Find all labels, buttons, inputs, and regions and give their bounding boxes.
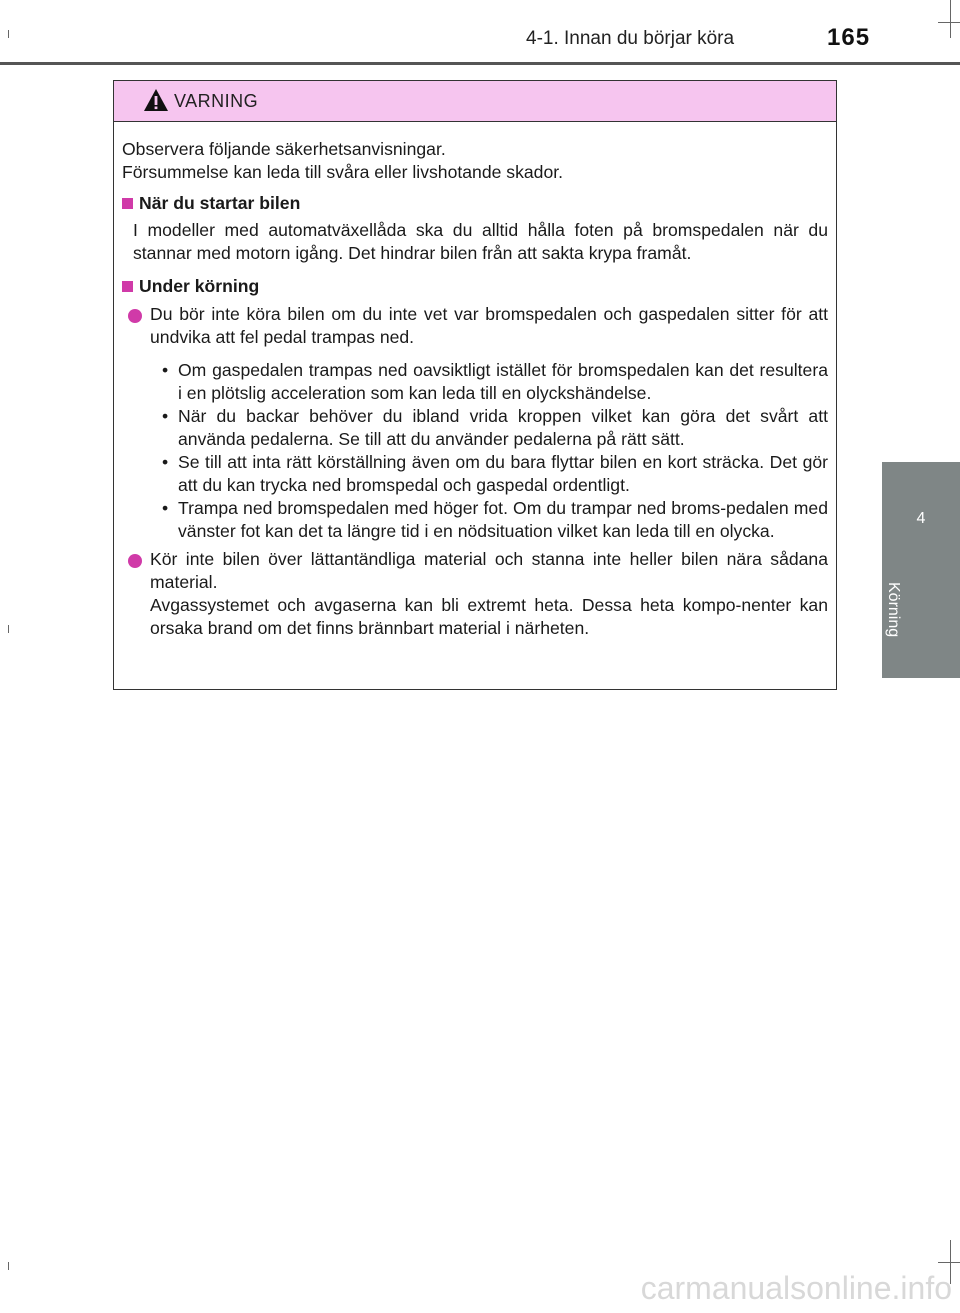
watermark: carmanualsonline.info [640,1270,952,1306]
sub-item-text: Om gaspedalen trampas ned oavsiktligt istället för bromspedalen kan det resultera i en plötslig acceleration som kan leda till en olyckshändelse. [178,360,828,403]
crop-mark [8,30,9,38]
section-heading-text: När du startar bilen [139,193,301,213]
sub-item-text: Se till att inta rätt körställning även om du bara flyttar bilen en kort sträcka. Det gör att du kan trycka ned bromspedal och gaspedal ordentligt. [178,452,828,495]
header-rule [0,62,960,65]
bullet-text [150,548,828,640]
section-title: 4-1. Innan du börjar köra [526,28,735,49]
section-text: I modeller med automatväxellåda ska du alltid hålla foten på bromspedalen när du stannar med motorn igång. Det hindrar bilen från att sakta krypa framåt. [133,220,828,263]
bullet-text-line: Kör inte bilen över lättantändliga material och stanna inte heller bilen nära sådana material. [150,549,828,592]
sub-item-text: Trampa ned bromspedalen med höger fot. Om du trampar ned broms-pedalen med vänster fot kan det ta längre tid i en nödsituation vilket kan leda till en olycka. [178,498,828,541]
sub-item-text: När du backar behöver du ibland vrida kroppen vilket kan göra det svårt att använda pedalerna. Se till att du använder pedalerna på rätt sätt. [178,406,828,449]
crop-mark [8,1262,9,1270]
sub-item: • Om gaspedalen trampas ned oavsiktligt istället för bromspedalen kan det resultera i en plötslig acceleration som kan leda till en olyckshändelse. [162,360,828,403]
bullet-text: Du bör inte köra bilen om du inte vet var bromspedalen och gaspedalen sitter för att undvika att fel pedal trampas ned. [150,304,828,347]
sub-item: • Trampa ned bromspedalen med höger fot. Om du trampar ned broms-pedalen med vänster fot kan det ta längre tid i en nödsituation vilket kan leda till en olycka. [162,498,828,541]
sub-item: • När du backar behöver du ibland vrida kroppen vilket kan göra det svårt att använda pedalerna. Se till att du använder pedalerna på rätt sätt. [162,406,828,449]
sub-item: • Se till att inta rätt körställning även om du bara flyttar bilen en kort sträcka. Det gör att du kan trycka ned bromspedal och gaspedal ordentligt. [162,452,828,495]
warning-header [114,81,836,122]
crop-mark [938,1262,960,1263]
crop-mark [8,625,9,633]
sub-list [162,359,828,543]
section-heading [122,192,828,215]
section-heading-text: Under körning [139,276,260,296]
chapter-label: Körning [885,582,902,638]
crop-mark [938,22,960,23]
warning-box [113,80,837,690]
bullet-item [122,303,828,349]
bullet-item [122,548,828,640]
intro-line: Observera följande säkerhetsanvisningar. [122,139,446,159]
bullet-text-line: Avgassystemet och avgaserna kan bli extremt heta. Dessa heta kompo-nenter kan orsaka brand om det finns brännbart material i närheten. [150,595,828,638]
intro-line: Försummelse kan leda till svåra eller livshotande skador. [122,162,564,182]
circle-bullet-icon [128,309,142,323]
square-bullet-icon [122,198,133,209]
square-bullet-icon [122,281,133,292]
warning-title: VARNING [174,91,259,111]
chapter-number: 4 [916,510,926,527]
chapter-tab [882,462,960,678]
crop-mark [950,0,951,38]
warning-body [114,122,836,640]
circle-bullet-icon [128,554,142,568]
warning-triangle-icon [143,88,169,112]
section-heading [122,275,828,298]
page-number: 165 [827,24,871,51]
